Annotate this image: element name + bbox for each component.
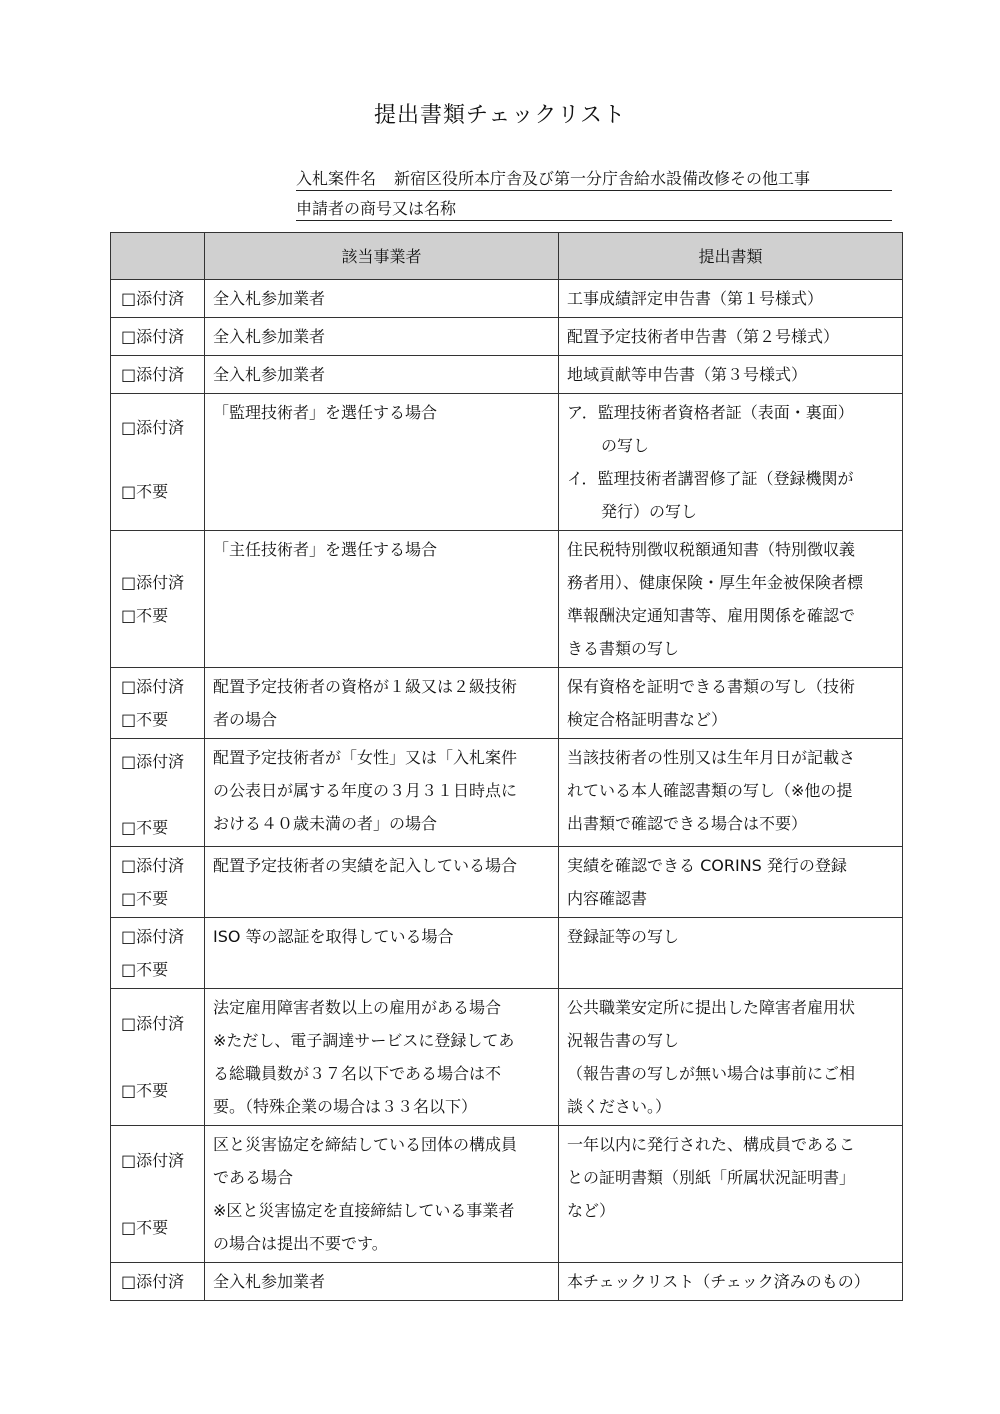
- attached-checkbox[interactable]: □添付済: [121, 1014, 185, 1033]
- applicable-cell: [205, 989, 559, 1126]
- attached-checkbox[interactable]: □添付済: [121, 365, 185, 384]
- document-line: （報告書の写しが無い場合は事前にご相: [567, 1064, 856, 1083]
- table-row: [111, 1126, 903, 1263]
- document-line: 実績を確認できる CORINS 発行の登録: [567, 856, 847, 875]
- applicable-line: である場合: [213, 1168, 294, 1187]
- attached-checkbox[interactable]: □添付済: [121, 1272, 185, 1291]
- documents-cell: 本チェックリスト（チェック済みのもの）: [559, 1263, 903, 1301]
- applicable-line: 区と災害協定を締結している団体の構成員: [213, 1135, 518, 1154]
- applicant-name-line: [296, 198, 892, 221]
- applicable-cell: [205, 1126, 559, 1263]
- applicable-cell: 配置予定技術者の実績を記入している場合: [205, 847, 559, 918]
- applicable-line: の公表日が属する年度の３月３１日時点に: [213, 781, 518, 800]
- attached-checkbox[interactable]: □添付済: [121, 418, 185, 437]
- document-line: 公共職業安定所に提出した障害者雇用状: [567, 998, 856, 1017]
- document-line: 況報告書の写し: [567, 1031, 680, 1050]
- applicable-line: 配置予定技術者の資格が１級又は２級技術: [213, 677, 518, 696]
- documents-cell: [559, 989, 903, 1126]
- applicable-line: 者の場合: [213, 710, 278, 729]
- not-required-checkbox[interactable]: □不要: [121, 889, 169, 908]
- documents-cell: [559, 739, 903, 847]
- applicable-cell: 「主任技術者」を選任する場合: [205, 531, 559, 668]
- table-row: [111, 989, 903, 1126]
- check-cell: [111, 356, 205, 394]
- not-required-checkbox[interactable]: □不要: [121, 606, 169, 625]
- document-line: きる書類の写し: [567, 639, 680, 658]
- applicable-cell: 全入札参加業者: [205, 280, 559, 318]
- applicable-cell: 「監理技術者」を選任する場合: [205, 394, 559, 531]
- applicable-line: る総職員数が３７名以下である場合は不: [213, 1064, 502, 1083]
- not-required-checkbox[interactable]: □不要: [121, 1218, 169, 1237]
- table-row: [111, 531, 903, 668]
- project-name-value: 新宿区役所本庁舎及び第一分庁舎給水設備改修その他工事: [394, 169, 811, 188]
- document-line: との証明書類（別紙「所属状況証明書」: [567, 1168, 856, 1187]
- checklist-table: [110, 232, 903, 1301]
- document-line: 住民税特別徴収税額通知書（特別徴収義: [567, 540, 856, 559]
- table-row: [111, 918, 903, 989]
- document-line: など）: [567, 1201, 616, 1220]
- attached-checkbox[interactable]: □添付済: [121, 327, 185, 346]
- applicable-cell: 全入札参加業者: [205, 318, 559, 356]
- documents-cell: [559, 1126, 903, 1263]
- documents-cell: 工事成績評定申告書（第１号様式）: [559, 280, 903, 318]
- documents-cell: 地域貢献等申告書（第３号様式）: [559, 356, 903, 394]
- applicable-cell: [205, 668, 559, 739]
- header-applicable: 該当事業者: [205, 233, 559, 280]
- attached-checkbox[interactable]: □添付済: [121, 289, 185, 308]
- applicable-line: ※ただし、電子調達サービスに登録してあ: [213, 1031, 515, 1050]
- check-cell: [111, 847, 205, 918]
- attached-checkbox[interactable]: □添付済: [121, 752, 185, 771]
- attached-checkbox[interactable]: □添付済: [121, 856, 185, 875]
- document-line: イ．監理技術者講習修了証（登録機関が: [567, 469, 854, 488]
- applicable-line: 配置予定技術者が「女性」又は「入札案件: [213, 748, 518, 767]
- applicable-line: 法定雇用障害者数以上の雇用がある場合: [213, 998, 502, 1017]
- applicable-cell: ISO 等の認証を取得している場合: [205, 918, 559, 989]
- project-name-label: 入札案件名: [296, 169, 377, 188]
- applicable-cell: 全入札参加業者: [205, 1263, 559, 1301]
- applicable-line: ※区と災害協定を直接締結している事業者: [213, 1201, 515, 1220]
- documents-cell: [559, 531, 903, 668]
- document-line: 発行）の写し: [601, 502, 698, 521]
- document-line: 談ください。）: [567, 1097, 672, 1116]
- document-line: 出書類で確認できる場合は不要）: [567, 814, 808, 833]
- header-check: [111, 233, 205, 280]
- attached-checkbox[interactable]: □添付済: [121, 1151, 185, 1170]
- check-cell: [111, 1126, 205, 1263]
- page-title: 提出書類チェックリスト: [374, 103, 626, 128]
- table-row: [111, 739, 903, 847]
- check-cell: [111, 668, 205, 739]
- applicable-line: 要。（特殊企業の場合は３３名以下）: [213, 1097, 478, 1116]
- table-row: [111, 280, 903, 318]
- project-name-line: [296, 168, 892, 191]
- document-line: の写し: [601, 436, 650, 455]
- table-row: [111, 318, 903, 356]
- applicant-name-label: 申請者の商号又は名称: [296, 199, 457, 218]
- attached-checkbox[interactable]: □添付済: [121, 677, 185, 696]
- check-cell: [111, 280, 205, 318]
- table-row: [111, 356, 903, 394]
- document-line: 一年以内に発行された、構成員であるこ: [567, 1135, 856, 1154]
- documents-cell: [559, 668, 903, 739]
- documents-cell: [559, 394, 903, 531]
- check-cell: [111, 918, 205, 989]
- document-line: れている本人確認書類の写し（※他の提: [567, 781, 853, 800]
- document-line: 準報酬決定通知書等、雇用関係を確認で: [567, 606, 856, 625]
- document-line: 保有資格を証明できる書類の写し（技術: [567, 677, 856, 696]
- applicable-line: おける４０歳未満の者」の場合: [213, 814, 438, 833]
- check-cell: [111, 318, 205, 356]
- documents-cell: 登録証等の写し: [559, 918, 903, 989]
- not-required-checkbox[interactable]: □不要: [121, 1081, 169, 1100]
- not-required-checkbox[interactable]: □不要: [121, 960, 169, 979]
- header-documents: 提出書類: [559, 233, 903, 280]
- document-line: 当該技術者の性別又は生年月日が記載さ: [567, 748, 856, 767]
- not-required-checkbox[interactable]: □不要: [121, 710, 169, 729]
- attached-checkbox[interactable]: □添付済: [121, 573, 185, 592]
- table-header-row: [111, 233, 903, 280]
- check-cell: [111, 989, 205, 1126]
- not-required-checkbox[interactable]: □不要: [121, 482, 169, 501]
- applicable-cell: [205, 739, 559, 847]
- attached-checkbox[interactable]: □添付済: [121, 927, 185, 946]
- document-line: 検定合格証明書など）: [567, 710, 728, 729]
- applicable-cell: 全入札参加業者: [205, 356, 559, 394]
- check-cell: [111, 739, 205, 847]
- documents-cell: 配置予定技術者申告書（第２号様式）: [559, 318, 903, 356]
- table-row: [111, 1263, 903, 1301]
- check-cell: [111, 394, 205, 531]
- table-row: [111, 847, 903, 918]
- document-line: 務者用）、健康保険・厚生年金被保険者標: [567, 573, 864, 592]
- not-required-checkbox[interactable]: □不要: [121, 818, 169, 837]
- document-line: 内容確認書: [567, 889, 648, 908]
- table-row: [111, 394, 903, 531]
- check-cell: [111, 531, 205, 668]
- document-line: ア．監理技術者資格者証（表面・裏面）: [567, 403, 854, 422]
- check-cell: [111, 1263, 205, 1301]
- table-row: [111, 668, 903, 739]
- documents-cell: [559, 847, 903, 918]
- applicable-line: の場合は提出不要です。: [213, 1234, 388, 1253]
